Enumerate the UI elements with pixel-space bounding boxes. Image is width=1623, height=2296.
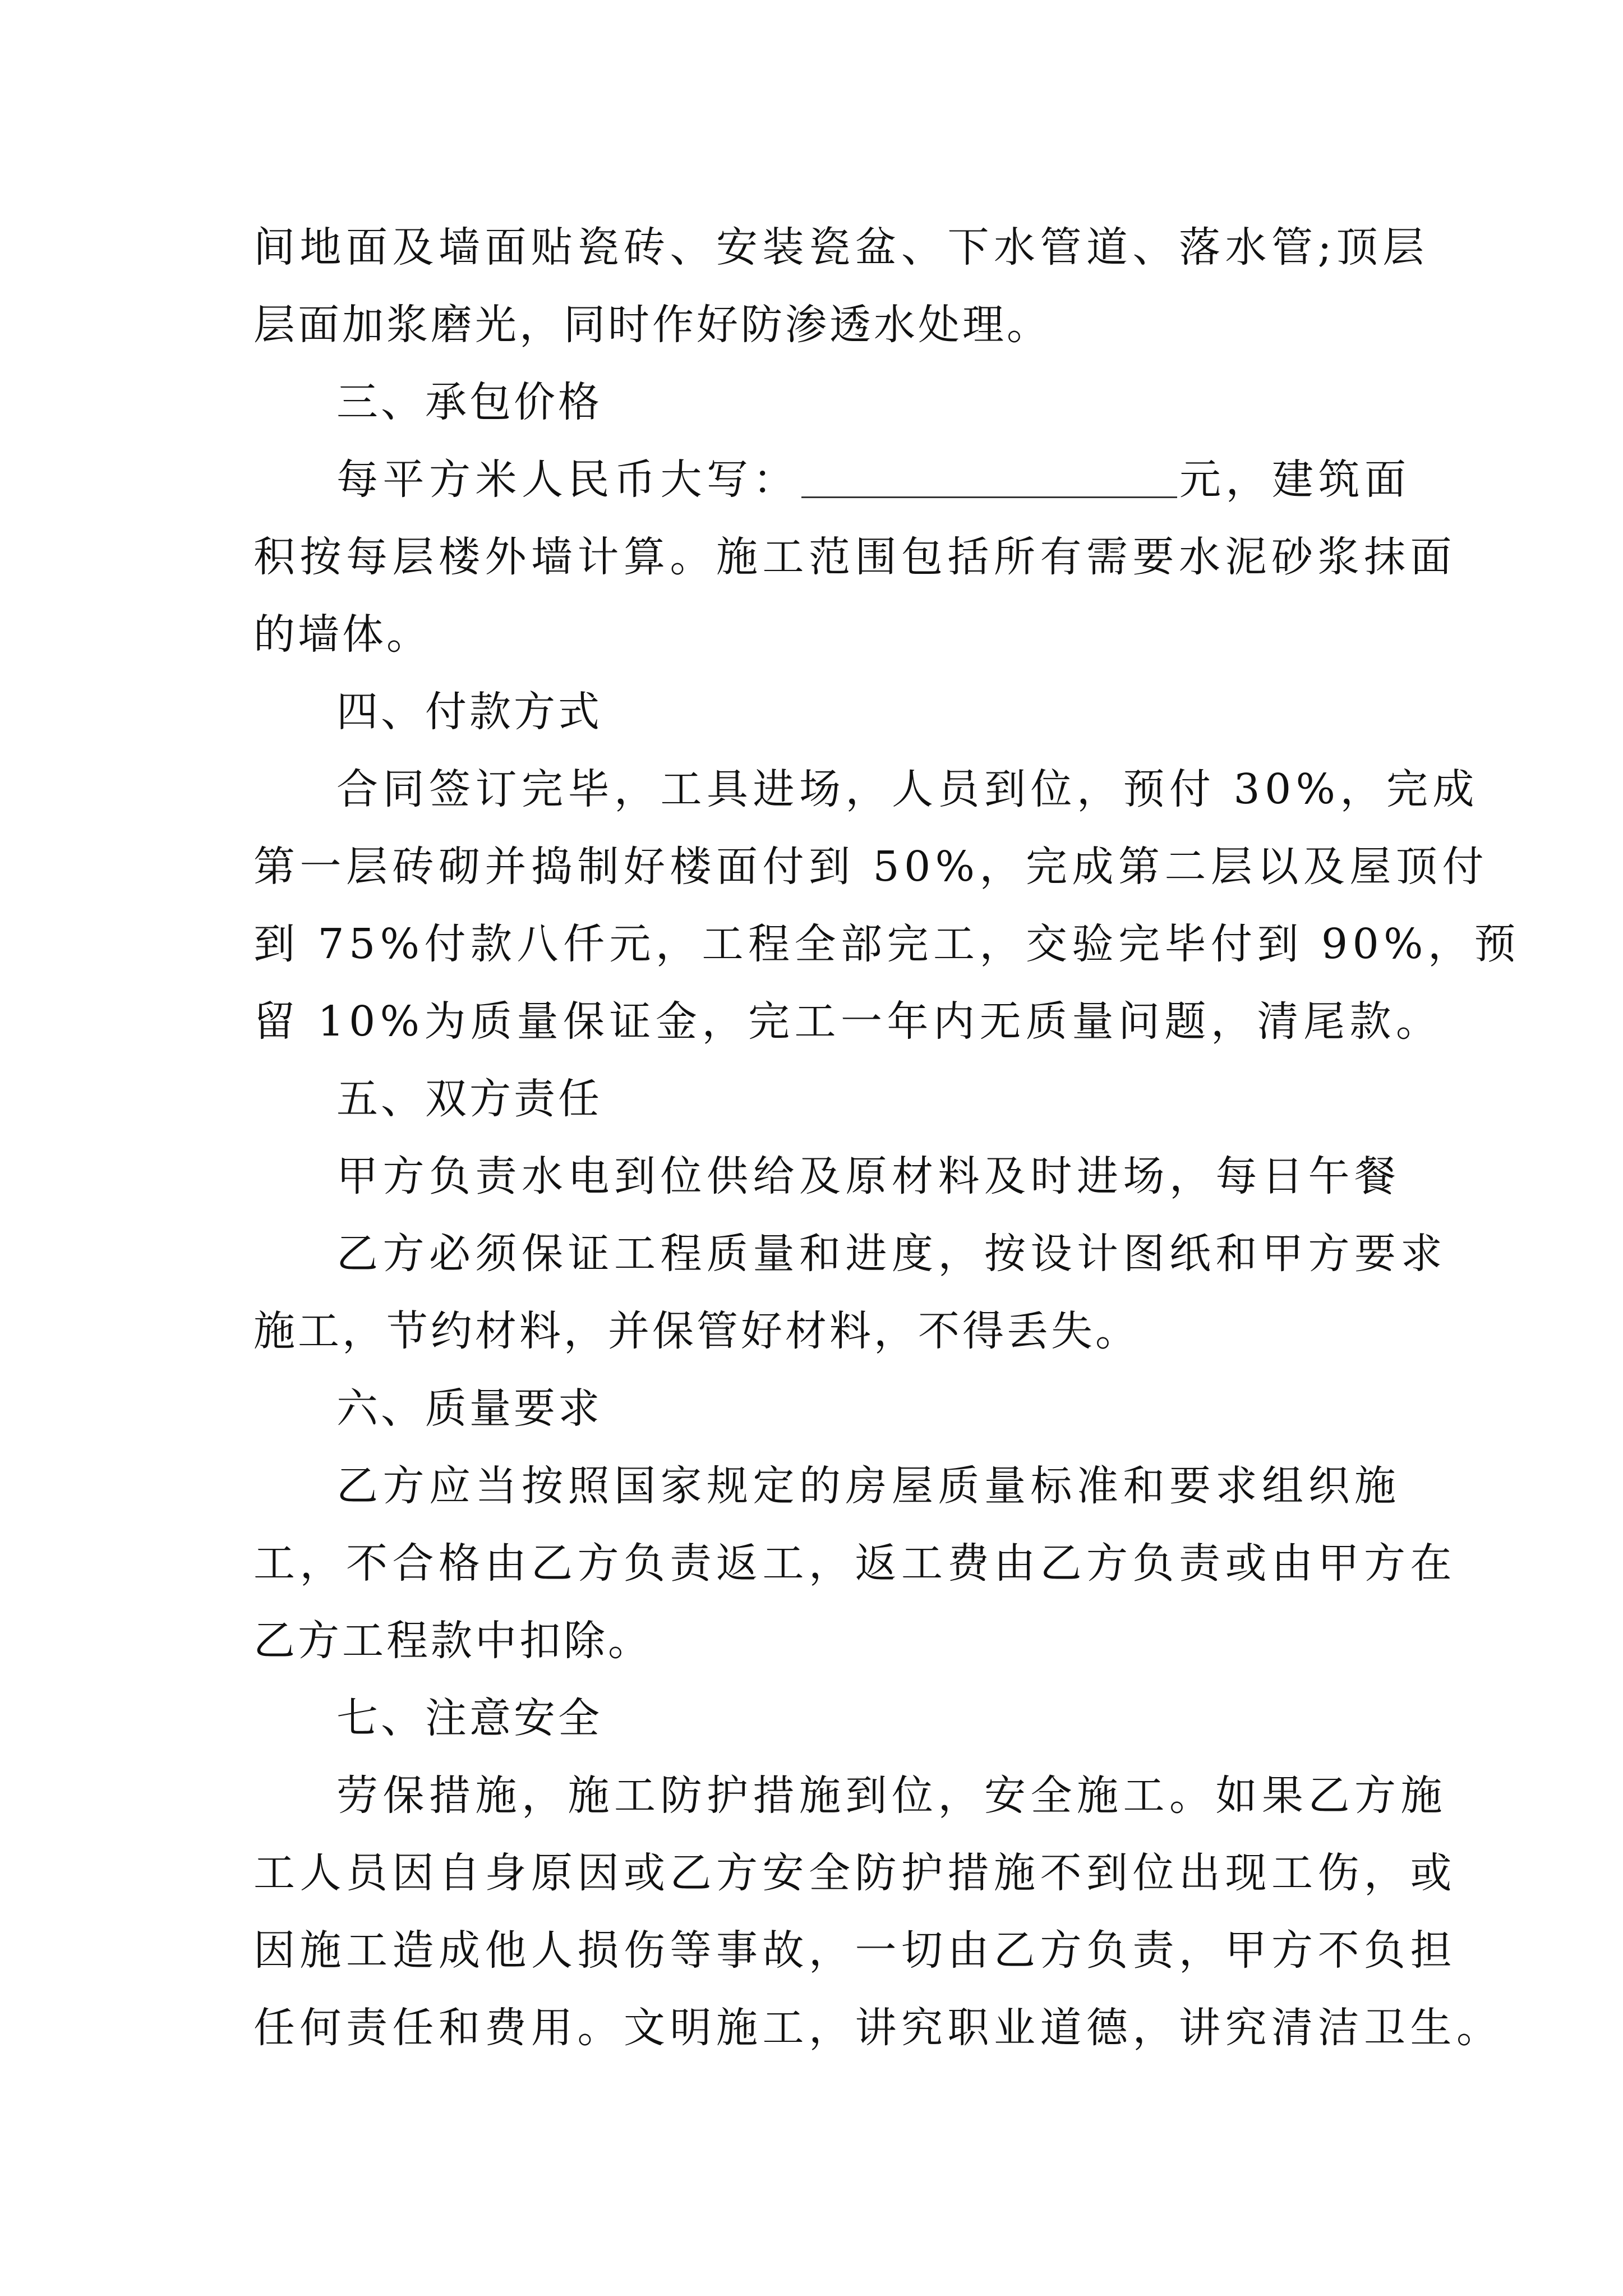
section-heading-responsibilities: 五、双方责任 [336,1075,602,1123]
paragraph-line: 的墙体。 [253,610,431,659]
paragraph-line: 层面加浆磨光，同时作好防渗透水处理。 [253,301,1051,349]
paragraph-line: 乙方应当按照国家规定的房屋质量标准和要求组织施 [336,1462,1401,1510]
paragraph-line: 工，不合格由乙方负责返工，返工费由乙方负责或由甲方在 [253,1539,1456,1588]
price-line [253,441,1411,518]
paragraph-line: 因施工造成他人损伤等事故，一切由乙方负责，甲方不负担 [253,1926,1456,1975]
paragraph-line: 间地面及墙面贴瓷砖、安装瓷盆、下水管道、落水管;顶层 [253,223,1429,272]
price-unit: 元，建筑面 [1179,455,1411,504]
section-heading-quality: 六、质量要求 [336,1384,602,1433]
section-heading-price: 三、承包价格 [336,378,602,426]
paragraph-line: 施工，节约材料，并保管好材料，不得丢失。 [253,1307,1140,1355]
document-body [253,209,1520,2067]
paragraph-line: 留 10%为质量保证金，完工一年内无质量问题，清尾款。 [253,997,1442,1046]
section-heading-payment: 四、付款方式 [336,688,602,736]
paragraph-line: 乙方必须保证工程质量和进度，按设计图纸和甲方要求 [336,1230,1447,1278]
price-blank-field [801,455,1177,498]
paragraph-line: 合同签订完毕，工具进场，人员到位，预付 30%，完成 [336,765,1479,813]
paragraph-line: 乙方工程款中扣除。 [253,1617,652,1665]
paragraph-line: 积按每层楼外墙计算。施工范围包括所有需要水泥砂浆抹面 [253,533,1456,581]
paragraph-line: 劳保措施，施工防护措施到位，安全施工。如果乙方施 [336,1772,1447,1820]
price-label: 每平方米人民币大写： [336,455,799,504]
section-heading-safety: 七、注意安全 [336,1694,602,1742]
paragraph-line: 到 75%付款八仟元，工程全部完工，交验完毕付到 90%，预 [253,920,1520,968]
paragraph-line: 第一层砖砌并捣制好楼面付到 50%，完成第二层以及屋顶付 [253,843,1488,891]
paragraph-line: 工人员因自身原因或乙方安全防护措施不到位出现工伤，或 [253,1849,1456,1897]
paragraph-line: 任何责任和费用。文明施工，讲究职业道德，讲究清洁卫生。 [253,2004,1503,2052]
paragraph-line: 甲方负责水电到位供给及原材料及时进场，每日午餐 [336,1152,1401,1200]
